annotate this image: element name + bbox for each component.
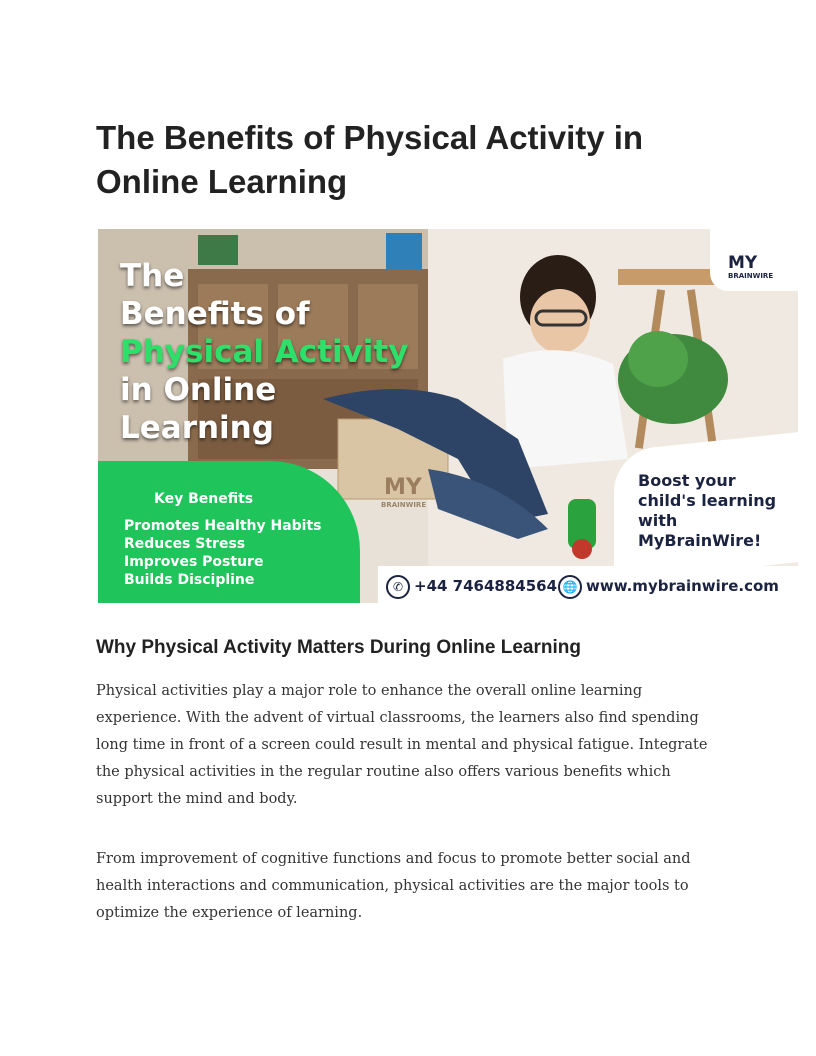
banner-headline-line: Benefits of <box>120 296 310 332</box>
key-benefit-item: Improves Posture <box>124 554 264 570</box>
section-heading: Why Physical Activity Matters During Online Learning <box>96 637 581 658</box>
key-benefits-heading: Key Benefits <box>154 491 254 507</box>
brand-logo-mark: MY <box>728 253 758 273</box>
cta-text: Boost your child's learning with MyBrainWire! <box>638 471 777 550</box>
key-benefit-item: Builds Discipline <box>124 572 255 588</box>
brand-logo-subtext: BRAINWIRE <box>728 272 774 280</box>
box-logo-mark: MY <box>384 475 422 500</box>
key-benefit-item: Promotes Healthy Habits <box>124 518 322 534</box>
website-contact <box>558 574 779 598</box>
page-title: The Benefits of Physical Activity in Online Learning <box>96 119 644 200</box>
phone-contact <box>386 574 557 598</box>
article-banner-image <box>98 229 798 603</box>
body-paragraph: Physical activities play a major role to enhance the overall online learning experience. With the advent of virtual classrooms, the learners also find spending long time in front of a screen could result in mental and physical fatigue. Integrate the physical activities in the regular routine also offers various benefits which support the mind and body. <box>96 683 708 807</box>
globe-icon: 🌐 <box>558 575 582 599</box>
phone-number: +44 7464884564 <box>414 577 558 595</box>
body-paragraph: From improvement of cognitive functions and focus to promote better social and health interactions and communication, physical activities are the major tools to optimize the experience of learning. <box>96 851 691 921</box>
key-benefit-item: Reduces Stress <box>124 536 246 552</box>
banner-headline-line: The <box>120 258 185 294</box>
website-url: www.mybrainwire.com <box>586 577 779 595</box>
banner-headline-line: Learning <box>120 410 274 446</box>
banner-headline <box>120 257 408 447</box>
banner-headline-accent: Physical Activity <box>120 334 409 370</box>
phone-icon: ✆ <box>386 575 410 599</box>
box-logo-subtext: BRAINWIRE <box>381 501 427 509</box>
banner-headline-line: in Online <box>120 372 277 408</box>
